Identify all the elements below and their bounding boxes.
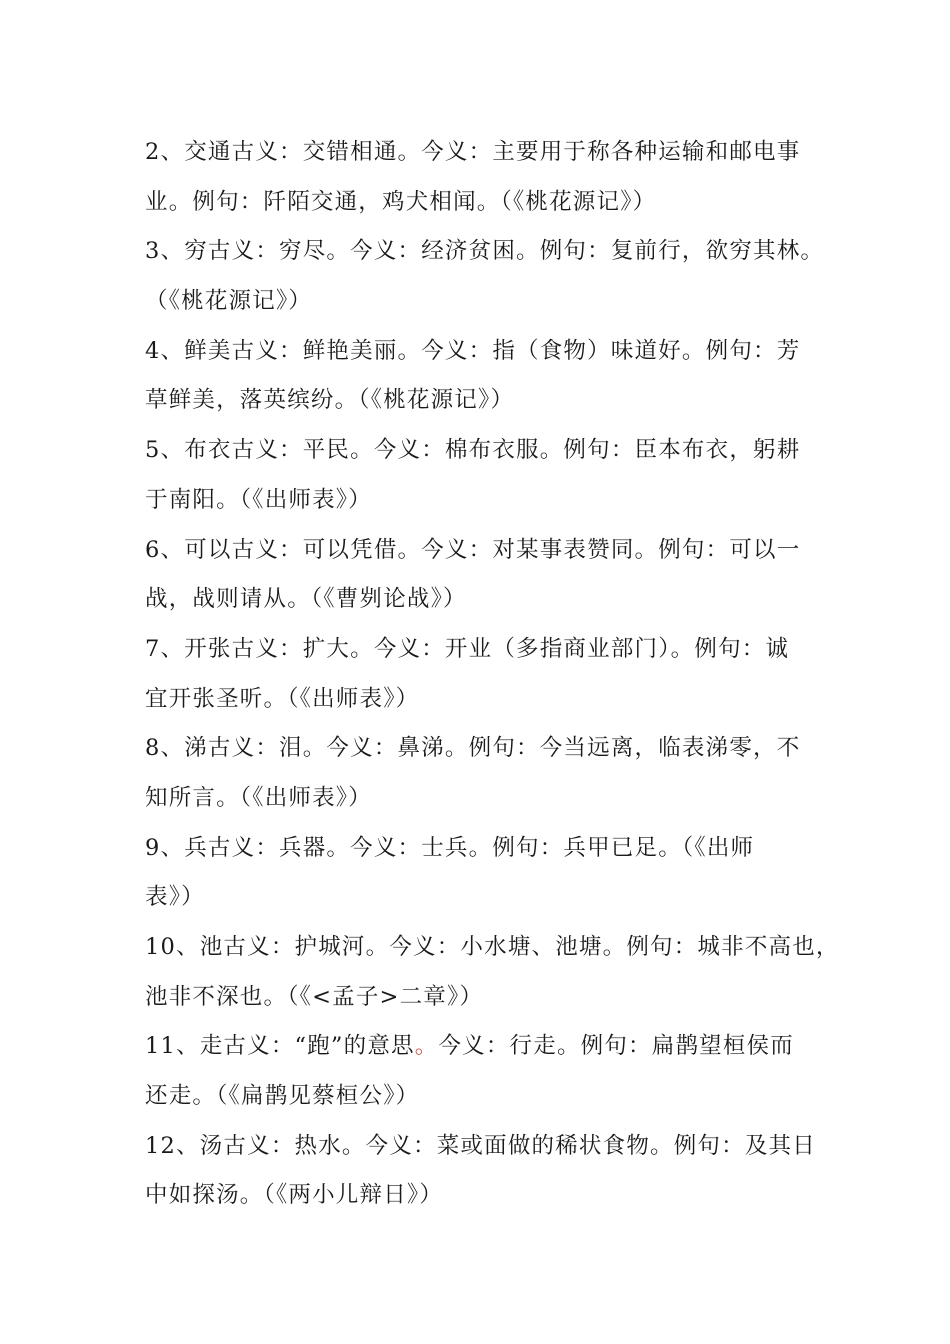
text-line-marked — [145, 1022, 825, 1072]
text-line: 12、汤古义：热水。今义：菜或面做的稀状食物。例句：及其日 — [145, 1132, 816, 1159]
text-line: 还走。（《扁鹊见蔡桓公》） — [145, 1083, 420, 1110]
text-line: 战，战则请从。（《曹刿论战》） — [145, 586, 467, 613]
text-line: 池非不深也。（《<孟子>二章》） — [145, 983, 484, 1010]
text-line: 4、鲜美古义：鲜艳美丽。今义：指（食物）味道好。例句：芳 — [145, 337, 801, 364]
text-line: 7、开张古义：扩大。今义：开业（多指商业部门）。例句：诚 — [145, 635, 790, 662]
text-line: 中如探汤。（《两小儿辩日》） — [145, 1182, 444, 1209]
text-line: 宜开张圣听。（《出师表》） — [145, 685, 420, 712]
text-line: 2、交通古义：交错相通。今义：主要用于称各种运输和邮电事 — [145, 139, 801, 165]
text-line: 5、布衣古义：平民。今义：棉布衣服。例句：臣本布衣，躬耕 — [145, 437, 801, 464]
text-line: 3、穷古义：穷尽。今义：经济贫困。例句：复前行，欲穷其林。 — [145, 238, 825, 265]
text-line: 10、池古义：护城河。今义：小水塘、池塘。例句：城非不高也， — [145, 934, 840, 960]
red-period-mark: 。 — [414, 1033, 439, 1060]
text-line: 6、可以古义：可以凭借。今义：对某事表赞同。例句：可以一 — [145, 536, 801, 563]
text-line: 8、涕古义：泪。今义：鼻涕。例句：今当远离，临表涕零，不 — [145, 735, 801, 762]
text-line: 草鲜美，落英缤纷。（《桃花源记》） — [145, 387, 515, 414]
text-line: 业。例句：阡陌交通，鸡犬相闻。（《桃花源记》） — [145, 188, 657, 215]
text-segment: 11、走古义：“跑”的意思 — [145, 1033, 415, 1060]
text-line: （《桃花源记》） — [145, 288, 313, 315]
document-body — [145, 128, 840, 1221]
text-line: 表》） — [145, 884, 205, 911]
text-segment: 今义：行走。例句：扁鹊望桓侯而 — [438, 1033, 794, 1060]
text-line: 知所言。（《出师表》） — [145, 784, 372, 811]
text-line: 于南阳。（《出师表》） — [145, 486, 372, 513]
text-line: 9、兵古义：兵器。今义：士兵。例句：兵甲已足。（《出师 — [145, 834, 755, 861]
